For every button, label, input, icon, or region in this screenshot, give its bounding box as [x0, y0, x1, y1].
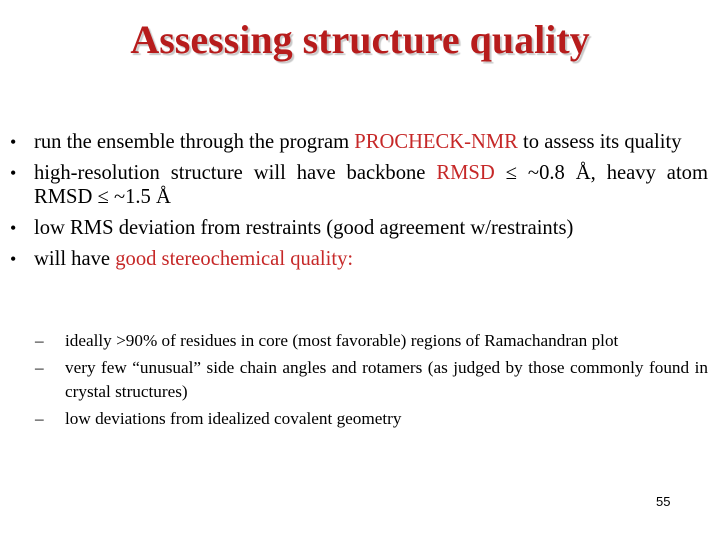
dash-marker: – — [35, 358, 44, 377]
page-number: 55 — [656, 494, 671, 509]
bullet-marker: • — [10, 163, 17, 183]
bullet-item-stereochemical — [10, 247, 708, 271]
bullet-text: run the ensemble through the program — [34, 131, 355, 153]
bullet-text: will have — [34, 248, 116, 270]
bullet-highlight: PROCHECK-NMR — [354, 131, 518, 153]
slide-title: Assessing structure quality — [130, 17, 590, 62]
bullet-text: ≤ ~0.8 Å, heavy atom RMSD ≤ ~1.5 Å — [34, 162, 708, 208]
bullet-marker: • — [10, 218, 17, 238]
sub-bullet-geometry — [35, 407, 708, 431]
bullet-text: high-resolution structure will have backbone — [34, 162, 437, 184]
bullet-highlight: good stereochemical quality: — [115, 248, 354, 270]
bullet-marker: • — [10, 249, 17, 269]
sub-bullet-text: very few “unusual” side chain angles and rotamers (as judged by those commonly found in crystal structures) — [65, 358, 708, 401]
dash-marker: – — [35, 331, 44, 350]
sub-bullet-ramachandran — [35, 329, 708, 353]
bullet-item-procheck — [10, 130, 708, 154]
sub-bullet-text: low deviations from idealized covalent geometry — [65, 409, 402, 428]
sub-bullet-list — [35, 329, 708, 434]
bullet-item-rmsd — [10, 161, 708, 209]
bullet-highlight: RMSD — [436, 162, 495, 184]
bullet-marker: • — [10, 132, 17, 152]
sub-bullet-text: ideally >90% of residues in core (most favorable) regions of Ramachandran plot — [65, 331, 619, 350]
bullet-text: low RMS deviation from restraints (good agreement w/restraints) — [34, 217, 574, 239]
dash-marker: – — [35, 409, 44, 428]
bullet-list — [10, 130, 708, 278]
bullet-item-restraints — [10, 216, 708, 240]
bullet-text: to assess its quality — [517, 131, 682, 153]
sub-bullet-rotamers — [35, 356, 708, 404]
